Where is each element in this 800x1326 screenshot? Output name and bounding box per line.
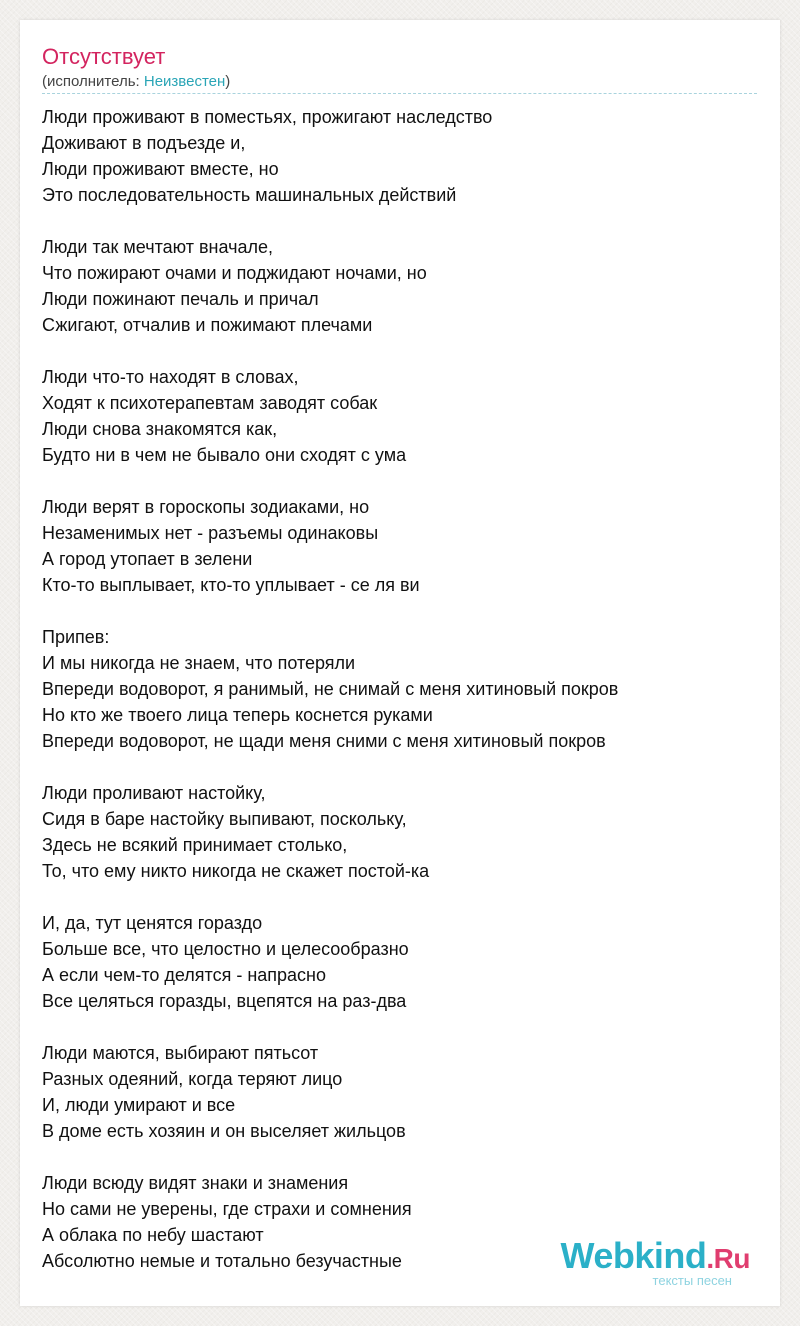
song-title: Отсутствует <box>42 44 166 69</box>
lyrics-line: Люди маются, выбирают пятьсот <box>42 1043 319 1063</box>
lyrics-line: Но сами не уверены, где страхи и сомнения <box>42 1199 412 1219</box>
lyrics-line: В доме есть хозяин и он выселяет жильцов <box>42 1121 406 1141</box>
lyrics-stanza <box>42 910 767 1014</box>
lyrics-line: Люди снова знакомятся как, <box>42 419 278 439</box>
lyrics-line: То, что ему никто никогда не скажет постой-ка <box>42 861 430 881</box>
lyrics-line: Люди проживают в поместьях, прожигают наследство <box>42 107 493 127</box>
lyrics-line: Припев: <box>42 627 110 647</box>
logo-tagline: тексты песен <box>652 1273 732 1288</box>
lyrics-line: Будто ни в чем не бывало они сходят с ума <box>42 445 407 465</box>
lyrics-stanza <box>42 494 767 598</box>
artist-line <box>42 72 230 92</box>
lyrics-line: И мы никогда не знаем, что потеряли <box>42 653 356 673</box>
lyrics-line: А облака по небу шастают <box>42 1225 264 1245</box>
lyrics-stanza <box>42 364 767 468</box>
lyrics-line: Впереди водоворот, я ранимый, не снимай с меня хитиновый покров <box>42 679 619 699</box>
lyrics-line: Люди верят в гороскопы зодиаками, но <box>42 497 370 517</box>
lyrics-line: Больше все, что целостно и целесообразно <box>42 939 409 959</box>
lyrics-line: Разных одеяний, когда теряют лицо <box>42 1069 343 1089</box>
lyrics-stanza <box>42 104 767 208</box>
lyrics-line: Здесь не всякий принимает столько, <box>42 835 348 855</box>
lyrics-line: Сжигают, отчалив и пожимают плечами <box>42 315 373 335</box>
lyrics-line: Кто-то выплывает, кто-то уплывает - се ля ви <box>42 575 420 595</box>
artist-link[interactable]: Неизвестен <box>143 73 226 90</box>
lyrics-line: Люди всюду видят знаки и знамения <box>42 1173 349 1193</box>
lyrics-line: Что пожирают очами и поджидают ночами, но <box>42 263 427 283</box>
artist-prefix: (исполнитель: <box>42 73 144 90</box>
lyrics-line: Люди пожинают печаль и причал <box>42 289 319 309</box>
lyrics-stanza <box>42 624 767 754</box>
lyrics-stanza <box>42 1040 767 1144</box>
lyrics-line: Сидя в баре настойку выпивают, поскольку, <box>42 809 407 829</box>
artist-suffix: ) <box>225 73 231 90</box>
header-divider <box>42 93 757 94</box>
site-logo[interactable] <box>560 1235 750 1288</box>
lyrics-line: Люди проживают вместе, но <box>42 159 279 179</box>
lyrics-line: Но кто же твоего лица теперь коснется руками <box>42 705 433 725</box>
lyrics-line: Люди что-то находят в словах, <box>42 367 299 387</box>
lyrics-body <box>42 104 767 1300</box>
lyrics-line: Впереди водоворот, не щади меня сними с меня хитиновый покров <box>42 731 606 751</box>
lyrics-line: Ходят к психотерапевтам заводят собак <box>42 393 378 413</box>
lyrics-stanza <box>42 234 767 338</box>
lyrics-line: Абсолютно немые и тотально безучастные <box>42 1251 402 1271</box>
lyrics-stanza <box>42 780 767 884</box>
lyrics-line: Люди проливают настойку, <box>42 783 266 803</box>
lyrics-line: И, люди умирают и все <box>42 1095 236 1115</box>
lyrics-line: Все целяться горазды, вцепятся на раз-два <box>42 991 407 1011</box>
lyrics-line: А если чем-то делятся - напрасно <box>42 965 327 985</box>
logo-main-text: Webkind <box>560 1235 707 1276</box>
lyrics-card <box>20 20 780 1306</box>
lyrics-line: Незаменимых нет - разъемы одинаковы <box>42 523 379 543</box>
lyrics-line: И, да, тут ценятся гораздо <box>42 913 263 933</box>
lyrics-line: Доживают в подъезде и, <box>42 133 246 153</box>
lyrics-line: А город утопает в зелени <box>42 549 253 569</box>
logo-domain-text: .Ru <box>706 1243 750 1274</box>
lyrics-line: Это последовательность машинальных действий <box>42 185 457 205</box>
lyrics-line: Люди так мечтают вначале, <box>42 237 273 257</box>
